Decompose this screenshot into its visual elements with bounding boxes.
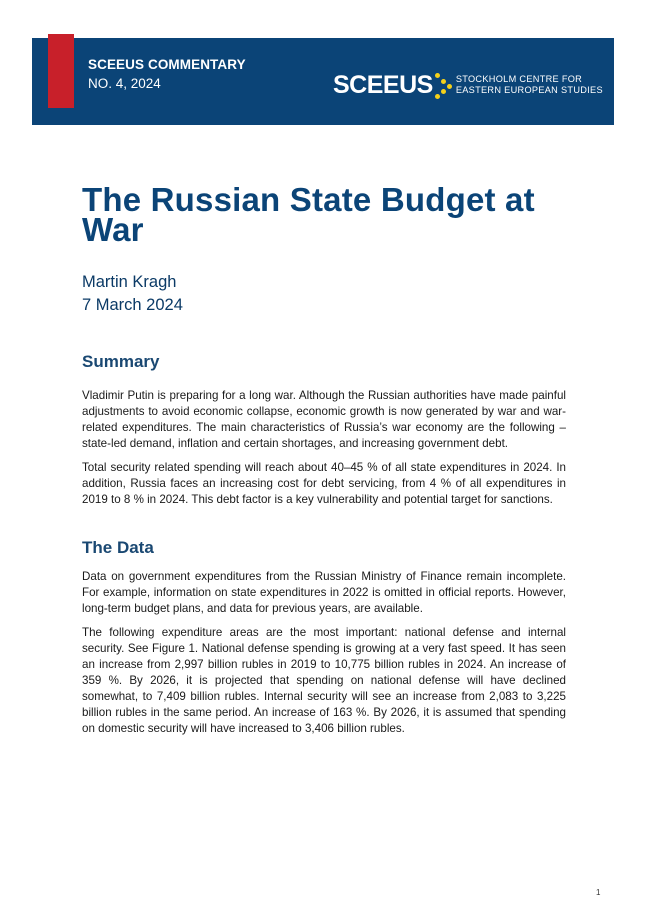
author: Martin Kragh: [82, 273, 177, 291]
section-heading-data: The Data: [82, 538, 154, 557]
logo-wordmark: SCEEUS: [333, 70, 433, 99]
series-label: SCEEUS COMMENTARY: [88, 57, 246, 72]
logo-subtitle: [456, 74, 603, 96]
data-paragraph-2: The following expenditure areas are the most important: national defense and internal security. See Figure 1. National defense spending is growing at a very fast speed. It has seen an increase from 2,997 billion rubles in 2019 to 10,775 billion rubles in 2024. An increase of 359 %. By 2026, it is projected that spending on national defense will have declined somewhat, to 7,409 billion rubles. Internal security will see an increase from 2,083 to 3,225 billion rubles in the same period. An increase of 163 %. By 2026, it is assumed that spending on domestic security will have increased to 3,406 billion rubles.: [82, 626, 566, 735]
logo-subtitle-line1: STOCKHOLM CENTRE FOR: [455, 74, 583, 84]
summary-paragraph-1: Vladimir Putin is preparing for a long war. Although the Russian authorities have made painful adjustments to avoid economic collapse, economic growth is now generated by war and war-related expenditures. The main characteristics of Russia’s war economy are the following – state-led demand, inflation and certain shortages, and increasing government debt.: [82, 389, 566, 450]
data-paragraph-1: Data on government expenditures from the Russian Ministry of Finance remain incomplete. For example, information on state expenditures in 2022 is omitted in official reports. However, long-term budget plans, and data for previous years, are available.: [82, 570, 566, 615]
page-number: 1: [596, 888, 601, 897]
publication-date: 7 March 2024: [82, 296, 183, 314]
section-heading-summary: Summary: [82, 352, 160, 371]
accent-bar: [48, 34, 74, 108]
logo-dots-icon: [434, 72, 452, 98]
document-title: The Russian State Budget at War: [82, 181, 535, 248]
sceeus-logo: [333, 68, 603, 102]
logo-subtitle-line2: EASTERN EUROPEAN STUDIES: [455, 85, 603, 95]
issue-label: NO. 4, 2024: [88, 76, 161, 91]
summary-paragraph-2: Total security related spending will reach about 40–45 % of all state expenditures in 2024. In addition, Russia faces an increasing cost for debt servicing, from 4 % of all expenditures in 2019 to 8 % in 2024. This debt factor is a key vulnerability and potential target for sanctions.: [82, 461, 566, 506]
